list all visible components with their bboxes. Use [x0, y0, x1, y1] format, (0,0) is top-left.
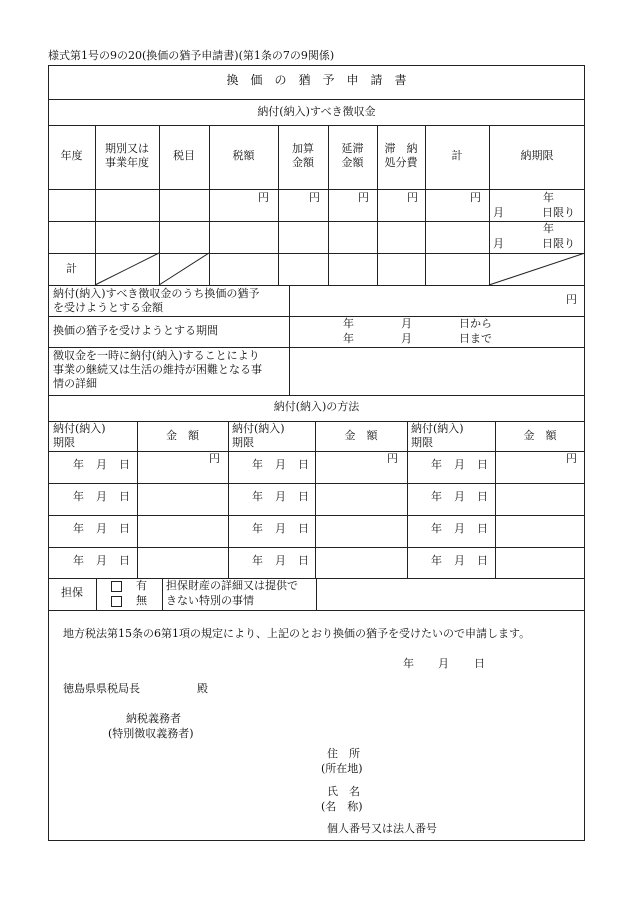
payment-deadline-header-line2: 期限	[53, 436, 75, 449]
payment-amount-header: 金 額	[166, 429, 199, 442]
payment-date-year: 年	[252, 490, 263, 503]
yen-unit: 円	[358, 191, 369, 204]
payment-date-month: 月	[275, 554, 286, 567]
payment-date-year: 年	[431, 554, 442, 567]
header-deadline: 納期限	[520, 149, 554, 162]
payment-yen: 円	[566, 452, 577, 465]
grace-period-label: 換価の猶予を受けようとする期間	[53, 324, 218, 337]
to-month: 月	[401, 332, 412, 345]
header-arrears-line1: 滞 納	[384, 142, 418, 155]
collateral-no-label: 無	[136, 594, 147, 607]
payment-date-year: 年	[252, 522, 263, 535]
payment-date-year: 年	[252, 458, 263, 471]
payment-yen: 円	[387, 452, 398, 465]
statement-text: 地方税法第15条の6第1項の規定により、上記のとおり換価の猶予を受けたいので申請します。	[63, 627, 531, 640]
grace-amount-label-line2: を受けようとする金額	[53, 301, 163, 314]
collateral-no-checkbox[interactable]	[110, 595, 124, 609]
header-year: 年度	[60, 149, 83, 162]
header-arrears-line2: 処分費	[384, 156, 418, 169]
deadline-month: 月	[493, 237, 504, 250]
payment-date-year: 年	[73, 554, 84, 567]
payment-deadline-header-line2: 期限	[411, 436, 433, 449]
header-delay-line2: 金額	[341, 156, 364, 169]
yen-unit: 円	[309, 191, 320, 204]
form-caption: 様式第1号の9の20(換価の猶予申請書)(第1条の7の9関係)	[48, 49, 335, 62]
from-year: 年	[343, 317, 354, 330]
payment-date-month: 月	[96, 554, 107, 567]
payment-date-day: 日	[477, 522, 488, 535]
payment-date-day: 日	[119, 522, 130, 535]
collateral-yes-label: 有	[136, 579, 147, 592]
payment-date-month: 月	[96, 458, 107, 471]
collateral-detail-line1: 担保財産の詳細又は提供で	[166, 579, 298, 592]
payment-date-day: 日	[119, 554, 130, 567]
special-taxpayer-label: (特別徴収義務者)	[108, 727, 194, 740]
grace-amount-label-line1: 納付(納入)すべき徴収金のうち換価の猶予	[53, 287, 260, 300]
payment-date-day: 日	[298, 458, 309, 471]
payment-date-month: 月	[96, 490, 107, 503]
date-month: 月	[438, 657, 449, 670]
form-title: 換 価 の 猶 予 申 請 書	[226, 73, 407, 87]
payment-date-month: 月	[454, 554, 465, 567]
payment-date-day: 日	[119, 458, 130, 471]
payment-date-month: 月	[454, 458, 465, 471]
date-year: 年	[403, 657, 414, 670]
header-add-line2: 金額	[292, 156, 314, 169]
address-label: 住 所	[327, 747, 360, 760]
payment-yen: 円	[209, 452, 220, 465]
payment-date-day: 日	[477, 554, 488, 567]
payment-date-year: 年	[73, 490, 84, 503]
payment-date-year: 年	[73, 522, 84, 535]
payment-date-month: 月	[275, 490, 286, 503]
header-delay-line1: 延滞	[341, 142, 364, 155]
collateral-label: 担保	[61, 586, 83, 599]
deadline-day: 日限り	[542, 237, 575, 250]
header-period-line1: 期別又は	[105, 142, 149, 155]
reason-label-line3: 情の詳細	[53, 377, 97, 390]
payment-date-year: 年	[431, 458, 442, 471]
deadline-month: 月	[493, 206, 504, 219]
honorific: 殿	[197, 682, 208, 695]
name-label: 氏 名	[327, 785, 360, 798]
payment-date-year: 年	[431, 522, 442, 535]
payment-date-day: 日	[477, 458, 488, 471]
deadline-year: 年	[543, 222, 554, 235]
collateral-detail-line2: きない特別の事情	[166, 594, 254, 607]
name-sub-label: (名 称)	[321, 800, 363, 813]
addressee: 徳島県県税局長	[63, 682, 140, 695]
payment-method-heading: 納付(納入)の方法	[273, 400, 360, 413]
payment-deadline-header-line1: 納付(納入)	[53, 422, 106, 435]
total-row-label: 計	[66, 262, 77, 275]
payment-amount-header: 金 額	[523, 429, 557, 442]
header-amount: 税額	[232, 149, 255, 162]
collateral-yes-checkbox[interactable]	[110, 580, 124, 594]
tax-section-heading: 納付(納入)すべき徴収金	[257, 105, 376, 118]
header-item: 税目	[173, 149, 195, 162]
payment-date-month: 月	[96, 522, 107, 535]
yen-unit: 円	[407, 191, 418, 204]
payment-date-month: 月	[454, 490, 465, 503]
payment-date-year: 年	[431, 490, 442, 503]
payment-amount-header: 金 額	[344, 429, 378, 442]
address-sub-label: (所在地)	[321, 762, 363, 775]
payment-date-month: 月	[454, 522, 465, 535]
payment-deadline-header-line1: 納付(納入)	[232, 422, 285, 435]
payment-date-day: 日	[119, 490, 130, 503]
reason-label-line2: 事業の継続又は生活の維持が困難となる事	[53, 363, 262, 376]
to-day: 日まで	[459, 332, 492, 345]
deadline-day: 日限り	[542, 206, 575, 219]
from-day: 日から	[459, 317, 492, 330]
payment-date-month: 月	[275, 522, 286, 535]
yen-unit: 円	[258, 191, 269, 204]
payment-date-day: 日	[298, 554, 309, 567]
header-total: 計	[451, 149, 463, 162]
header-add-line1: 加算	[292, 142, 314, 155]
grace-amount-yen: 円	[566, 293, 577, 306]
payment-deadline-header-line2: 期限	[232, 436, 254, 449]
date-day: 日	[474, 657, 485, 670]
payment-date-day: 日	[477, 490, 488, 503]
payment-date-day: 日	[298, 490, 309, 503]
payment-date-year: 年	[252, 554, 263, 567]
deadline-year: 年	[543, 191, 554, 204]
to-year: 年	[343, 332, 354, 345]
payment-date-year: 年	[73, 458, 84, 471]
payment-deadline-header-line1: 納付(納入)	[411, 422, 464, 435]
payment-date-month: 月	[275, 458, 286, 471]
payment-date-day: 日	[298, 522, 309, 535]
reason-label-line1: 徴収金を一時に納付(納入)することにより	[53, 349, 260, 362]
header-period-line2: 事業年度	[105, 156, 149, 169]
yen-unit: 円	[470, 191, 481, 204]
from-month: 月	[401, 317, 412, 330]
id-number-label: 個人番号又は法人番号	[327, 822, 437, 835]
taxpayer-label: 納税義務者	[126, 712, 181, 725]
